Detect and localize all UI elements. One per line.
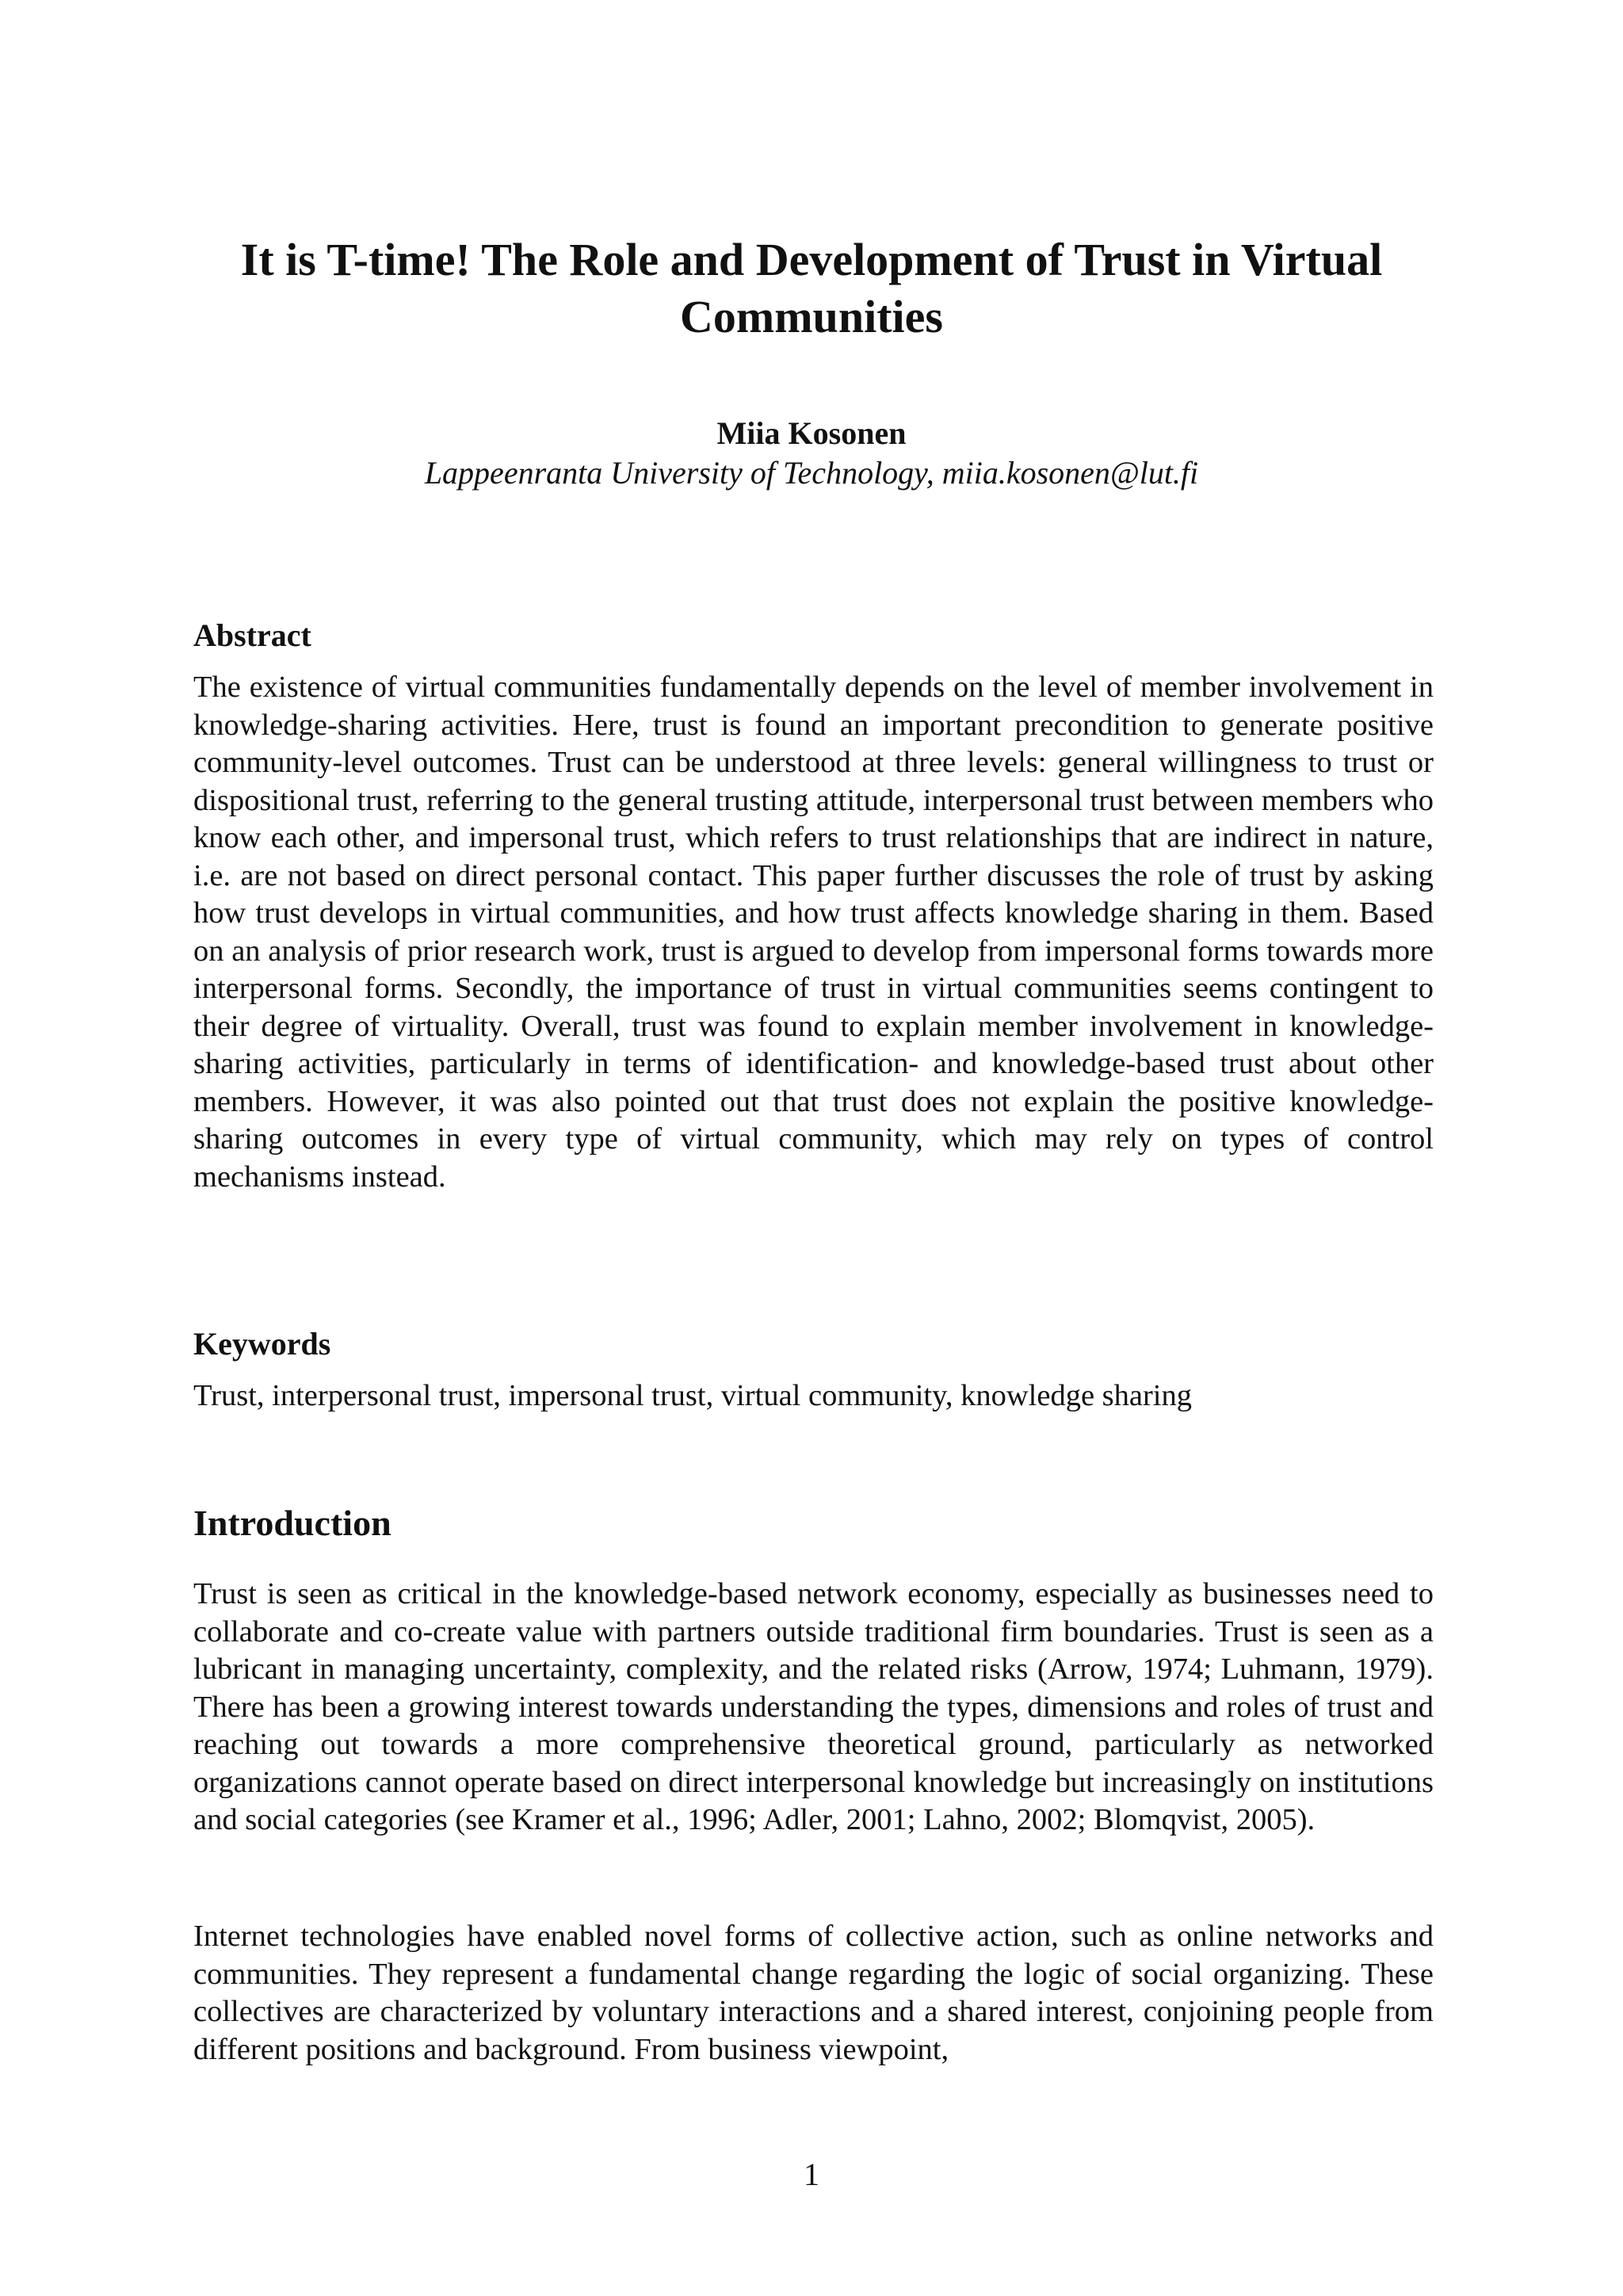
author-affiliation: Lappeenranta University of Technology, miia.kosonen@lut.fi bbox=[424, 455, 1199, 491]
abstract-heading: Abstract bbox=[193, 617, 311, 653]
introduction-heading: Introduction bbox=[193, 1503, 391, 1543]
introduction-paragraph-2: Internet technologies have enabled novel forms of collective action, such as online networks and communities. They represent a fundamental change regarding the logic of social organizing. These collectives are characterized by voluntary interactions and a shared interest, conjoining people from different positions and background. From business viewpoint, bbox=[193, 1920, 1434, 2066]
author-name: Miia Kosonen bbox=[716, 415, 907, 451]
page-number: 1 bbox=[804, 2157, 819, 2192]
introduction-paragraph-1: Trust is seen as critical in the knowledge-based network economy, especially as businesses need to collaborate and co-create value with partners outside traditional firm boundaries. Trust is seen as a lubricant in managing uncertainty, complexity, and the related risks (Arrow, 1974; Luhmann, 1979). There has been a growing interest towards understanding the types, dimensions and roles of trust and reaching out towards a more comprehensive theoretical ground, particularly as networked organizations cannot operate based on direct interpersonal knowledge but increasingly on institutions and social categories (see Kramer et al., 1996; Adler, 2001; Lahno, 2002; Blomqvist, 2005). bbox=[193, 1577, 1434, 1836]
author-block bbox=[158, 414, 1465, 493]
abstract-text: The existence of virtual communities fundamentally depends on the level of member involvement in knowledge-sharing activities. Here, trust is found an important precondition to generate positive community-level outcomes. Trust can be understood at three levels: general willingness to trust or dispositional trust, referring to the general trusting attitude, interpersonal trust between members who know each other, and impersonal trust, which refers to trust relationships that are indirect in nature, i.e. are not based on direct personal contact. This paper further discusses the role of trust by asking how trust develops in virtual communities, and how trust affects knowledge sharing in them. Based on an analysis of prior research work, trust is argued to develop from impersonal forms towards more interpersonal forms. Secondly, the importance of trust in virtual communities seems contingent to their degree of virtuality. Overall, trust was found to explain member involvement in knowledge-sharing activities, particularly in terms of identification- and knowledge-based trust about other members. However, it was also pointed out that trust does not explain the positive knowledge-sharing outcomes in every type of virtual community, which may rely on types of control mechanisms instead. bbox=[193, 670, 1434, 1194]
keywords-heading: Keywords bbox=[193, 1326, 331, 1362]
paper-title: It is T-time! The Role and Development of Trust in Virtual Communities bbox=[240, 234, 1383, 342]
keywords-text: Trust, interpersonal trust, impersonal trust, virtual community, knowledge sharing bbox=[193, 1379, 1192, 1412]
